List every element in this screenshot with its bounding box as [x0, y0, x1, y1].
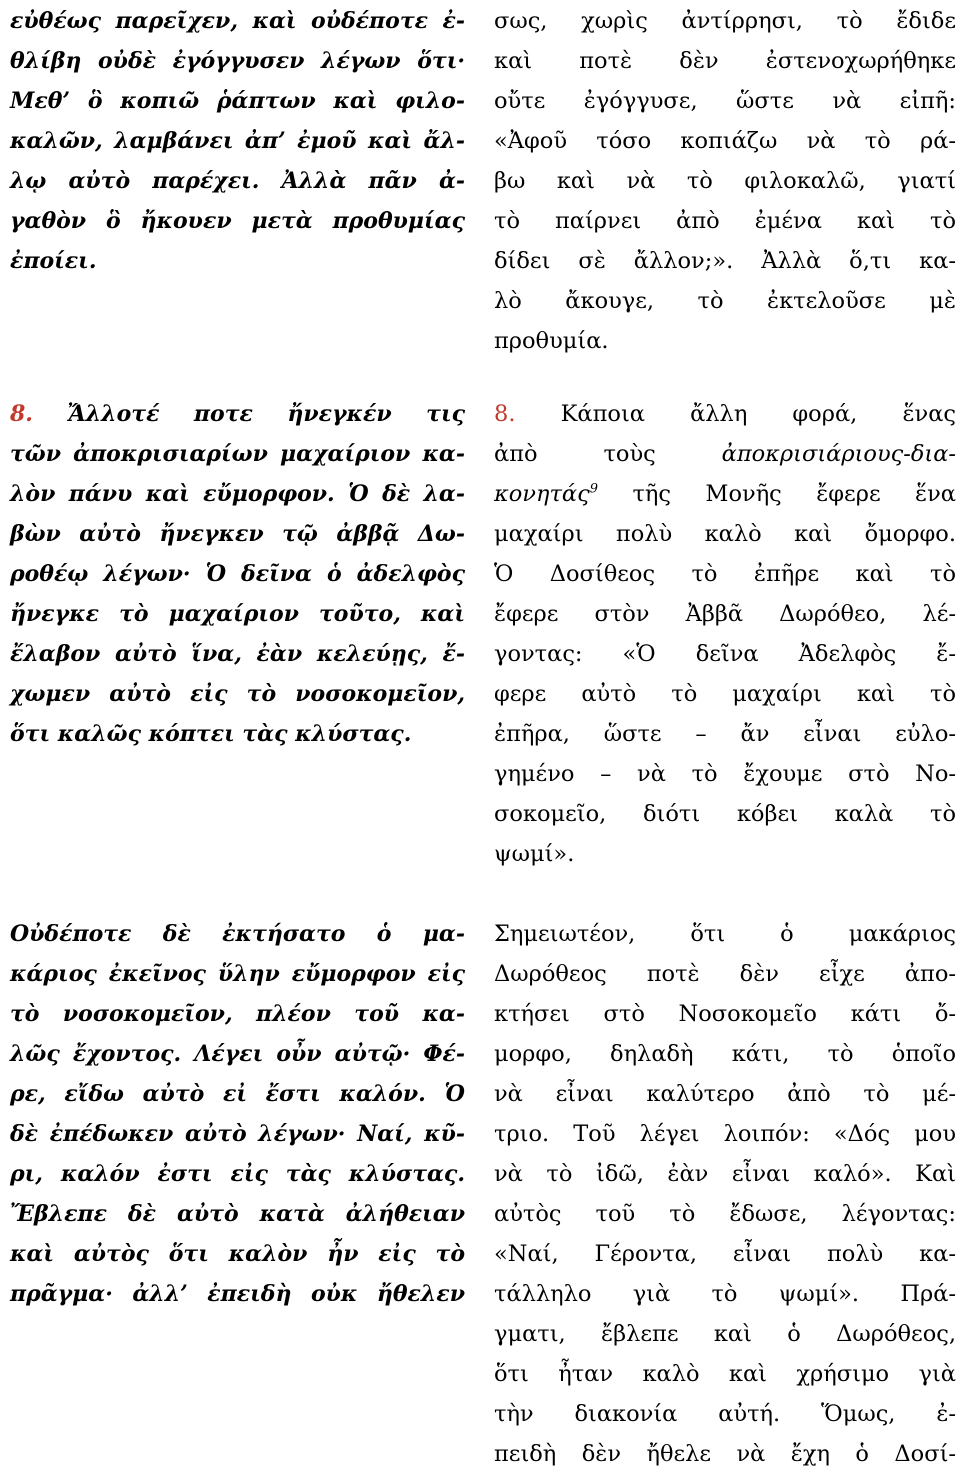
text-line	[494, 833, 956, 875]
line-text: γοντας: «Ὁ δεῖνα Ἀδελφὸς ἔ-	[494, 641, 956, 667]
text-line	[10, 1193, 465, 1235]
line-text: ἀπὸ τοὺς	[494, 441, 722, 467]
line-text: κτήσει στὸ Νοσοκομεῖο κάτι ὄ-	[494, 1001, 956, 1027]
line-text: λὸν πάνυ καὶ εὔμορφον. Ὁ δὲ λα-	[10, 481, 465, 507]
line-text: οὔτε ἐγόγγυσε, ὥστε νὰ εἰπῆ:	[494, 88, 956, 114]
line-text: δίδει σὲ ἄλλον;». Ἀλλὰ ὅ,τι κα-	[494, 248, 956, 274]
line-text: γαθὸν ὃ ἤκουεν μετὰ προθυμίας	[10, 208, 465, 234]
section-number: 8.	[494, 401, 516, 427]
text-line	[494, 1353, 956, 1395]
line-text: αὐτὸς τοῦ τὸ ἔδωσε, λέγοντας:	[494, 1201, 956, 1227]
text-line	[10, 393, 465, 435]
text-line	[10, 553, 465, 595]
line-text: ρι, καλόν ἐστι εἰς τὰς κλύστας.	[10, 1161, 465, 1187]
text-line	[494, 160, 956, 202]
line-text: τριο. Τοῦ λέγει λοιπόν: «Δός μου	[494, 1121, 956, 1147]
text-line	[494, 993, 956, 1035]
line-text: εὐθέως παρεῖχεν, καὶ οὐδέποτε ἐ-	[10, 8, 465, 34]
line-text: τάλληλο γιὰ τὸ ψωμί». Πρά-	[494, 1281, 956, 1307]
text-line	[10, 473, 465, 515]
text-line	[10, 673, 465, 715]
text-line	[10, 200, 465, 242]
text-line	[494, 1233, 956, 1275]
line-text: τὴν διακονία αὐτή. Ὅμως, ἐ-	[494, 1401, 956, 1427]
line-text: ἐποίει.	[10, 248, 97, 274]
line-text: μορφο, δηλαδὴ κάτι, τὸ ὁποῖο	[494, 1041, 956, 1067]
line-text: Κάποια ἄλλη φορά, ἕνας	[560, 401, 956, 427]
text-line	[494, 753, 956, 795]
text-line	[494, 513, 956, 555]
line-text: «Ἀφοῦ τόσο κοπιάζω νὰ τὸ ρά-	[494, 128, 956, 154]
text-line	[494, 40, 956, 82]
line-text: πειδὴ δὲν ἤθελε νὰ ἔχη ὁ Δοσί-	[494, 1441, 956, 1467]
text-line	[10, 633, 465, 675]
text-line	[494, 80, 956, 122]
line-text: Δωρόθεος ποτὲ δὲν εἶχε ἀπο-	[494, 961, 956, 987]
line-text: ὅτι καλῶς κόπτει τὰς κλύστας.	[10, 721, 412, 747]
italic-term: κονητάς	[494, 481, 590, 507]
line-text: φερε αὐτὸ τὸ μαχαίρι καὶ τὸ	[494, 681, 956, 707]
line-text: ἔλαβον αὐτὸ ἵνα, ἐὰν κελεύῃς, ἔ-	[10, 641, 465, 667]
text-line	[10, 993, 465, 1035]
line-text: νὰ εἶναι καλύτερο ἀπὸ τὸ μέ-	[494, 1081, 956, 1107]
text-line	[10, 1233, 465, 1275]
line-text: τῆς Μονῆς ἔφερε ἕνα	[597, 481, 956, 507]
line-text: κάριος ἐκεῖνος ὕλην εὔμορφον εἰς	[10, 961, 465, 987]
line-text: μαχαίρι πολὺ καλὸ καὶ ὄμορφο.	[494, 521, 956, 547]
text-line	[10, 120, 465, 162]
line-text: καὶ ποτὲ δὲν ἐστενοχωρήθηκε	[494, 48, 956, 74]
line-text: γματι, ἔβλεπε καὶ ὁ Δωρόθεος,	[494, 1321, 956, 1347]
line-text: καλῶν, λαμβάνει ἀπ’ ἐμοῦ καὶ ἄλ-	[10, 128, 465, 154]
text-line	[10, 513, 465, 555]
text-line	[10, 953, 465, 995]
line-text: πρᾶγμα· ἀλλ’ ἐπειδὴ οὐκ ἤθελεν	[10, 1281, 465, 1307]
text-line	[494, 953, 956, 995]
line-text: σοκομεῖο, διότι κόβει καλὰ τὸ	[494, 801, 956, 827]
text-line	[494, 1313, 956, 1355]
text-line	[10, 433, 465, 475]
line-text: «Ναί, Γέροντα, εἶναι πολὺ κα-	[494, 1241, 956, 1267]
line-text: δὲ ἐπέδωκεν αὐτὸ λέγων· Ναί, κῦ-	[10, 1121, 465, 1147]
line-text: τὸ παίρνει ἀπὸ ἐμένα καὶ τὸ	[494, 208, 956, 234]
text-line	[494, 1073, 956, 1115]
text-line	[10, 160, 465, 202]
text-line	[494, 0, 956, 42]
line-text: τῶν ἀποκρισιαρίων μαχαίριον κα-	[10, 441, 465, 467]
text-line	[10, 1073, 465, 1115]
line-text: χωμεν αὐτὸ εἰς τὸ νοσοκομεῖον,	[10, 681, 465, 707]
text-line	[494, 120, 956, 162]
line-text: ροθέῳ λέγων· Ὁ δεῖνα ὁ ἀδελφὸς	[10, 561, 465, 587]
text-line	[494, 200, 956, 242]
italic-term: ἀποκρισιάριους-δια-	[721, 441, 956, 467]
text-line	[494, 1393, 956, 1435]
line-text: ἔφερε στὸν Ἀββᾶ Δωρόθεο, λέ-	[494, 601, 956, 627]
line-text: θλίβη οὐδὲ ἐγόγγυσεν λέγων ὅτι·	[10, 48, 465, 74]
line-text: Μεθ’ ὃ κοπιῶ ῥάπτων καὶ φιλο-	[10, 88, 465, 114]
text-line	[10, 713, 465, 755]
section-number: 8.	[10, 401, 33, 427]
text-line	[10, 0, 465, 42]
text-line	[494, 320, 956, 362]
line-text: ὅτι ἦταν καλὸ καὶ χρήσιμο γιὰ	[494, 1361, 956, 1387]
line-text: ψωμί».	[494, 841, 575, 867]
line-text: σως, χωρὶς ἀντίρρησι, τὸ ἔδιδε	[494, 8, 956, 34]
line-text: λὸ ἄκουγε, τὸ ἐκτελοῦσε μὲ	[494, 288, 956, 314]
text-line	[494, 1273, 956, 1315]
text-line	[10, 1273, 465, 1315]
line-text: Ἔβλεπε δὲ αὐτὸ κατὰ ἀλήθειαν	[10, 1201, 465, 1227]
text-line	[494, 793, 956, 835]
text-line	[494, 713, 956, 755]
line-text: λῶς ἔχοντος. Λέγει οὖν αὐτῷ· Φέ-	[10, 1041, 465, 1067]
text-line	[10, 1153, 465, 1195]
line-text: ἐπῆρα, ὥστε – ἄν εἶναι εὐλο-	[494, 721, 956, 747]
text-line	[10, 1113, 465, 1155]
text-line	[10, 80, 465, 122]
footnote-marker: 9	[589, 481, 598, 497]
text-line	[10, 40, 465, 82]
text-line	[494, 1193, 956, 1235]
line-text: βω καὶ νὰ τὸ φιλοκαλῶ, γιατί	[494, 168, 956, 194]
line-text: τὸ νοσοκομεῖον, πλέον τοῦ κα-	[10, 1001, 465, 1027]
line-text: νὰ τὸ ἰδῶ, ἐὰν εἶναι καλό». Καὶ	[494, 1161, 956, 1187]
line-text: Ὁ Δοσίθεος τὸ ἐπῆρε καὶ τὸ	[494, 561, 956, 587]
text-line	[494, 593, 956, 635]
text-line	[494, 553, 956, 595]
text-line	[494, 1153, 956, 1195]
text-line	[494, 1113, 956, 1155]
line-text: ρε, εἴδω αὐτὸ εἰ ἔστι καλόν. Ὁ	[10, 1081, 465, 1107]
text-line	[10, 240, 465, 282]
text-line	[494, 433, 956, 475]
text-line	[494, 1033, 956, 1075]
line-text: βὼν αὐτὸ ἤνεγκεν τῷ ἀββᾷ Δω-	[10, 521, 465, 547]
line-text: ἤνεγκε τὸ μαχαίριον τοῦτο, καὶ	[10, 601, 465, 627]
text-line	[494, 1433, 956, 1475]
text-line	[494, 240, 956, 282]
text-line	[494, 633, 956, 675]
line-text: γημένο – νὰ τὸ ἔχουμε στὸ Νο-	[494, 761, 956, 787]
line-text: Σημειωτέον, ὅτι ὁ μακάριος	[494, 921, 956, 947]
text-line	[494, 393, 956, 435]
text-line	[10, 1033, 465, 1075]
line-text: Οὐδέποτε δὲ ἐκτήσατο ὁ μα-	[10, 921, 465, 947]
text-line	[494, 473, 956, 515]
line-text: Ἄλλοτέ ποτε ἤνεγκέν τις	[67, 401, 465, 427]
text-line	[10, 913, 465, 955]
text-line	[494, 913, 956, 955]
text-line	[494, 673, 956, 715]
line-text: λῳ αὐτὸ παρέχει. Ἀλλὰ πᾶν ἀ-	[10, 168, 465, 194]
line-text: προθυμία.	[494, 328, 609, 354]
line-text: καὶ αὐτὸς ὅτι καλὸν ἦν εἰς τὸ	[10, 1241, 465, 1267]
text-line	[10, 593, 465, 635]
text-line	[494, 280, 956, 322]
